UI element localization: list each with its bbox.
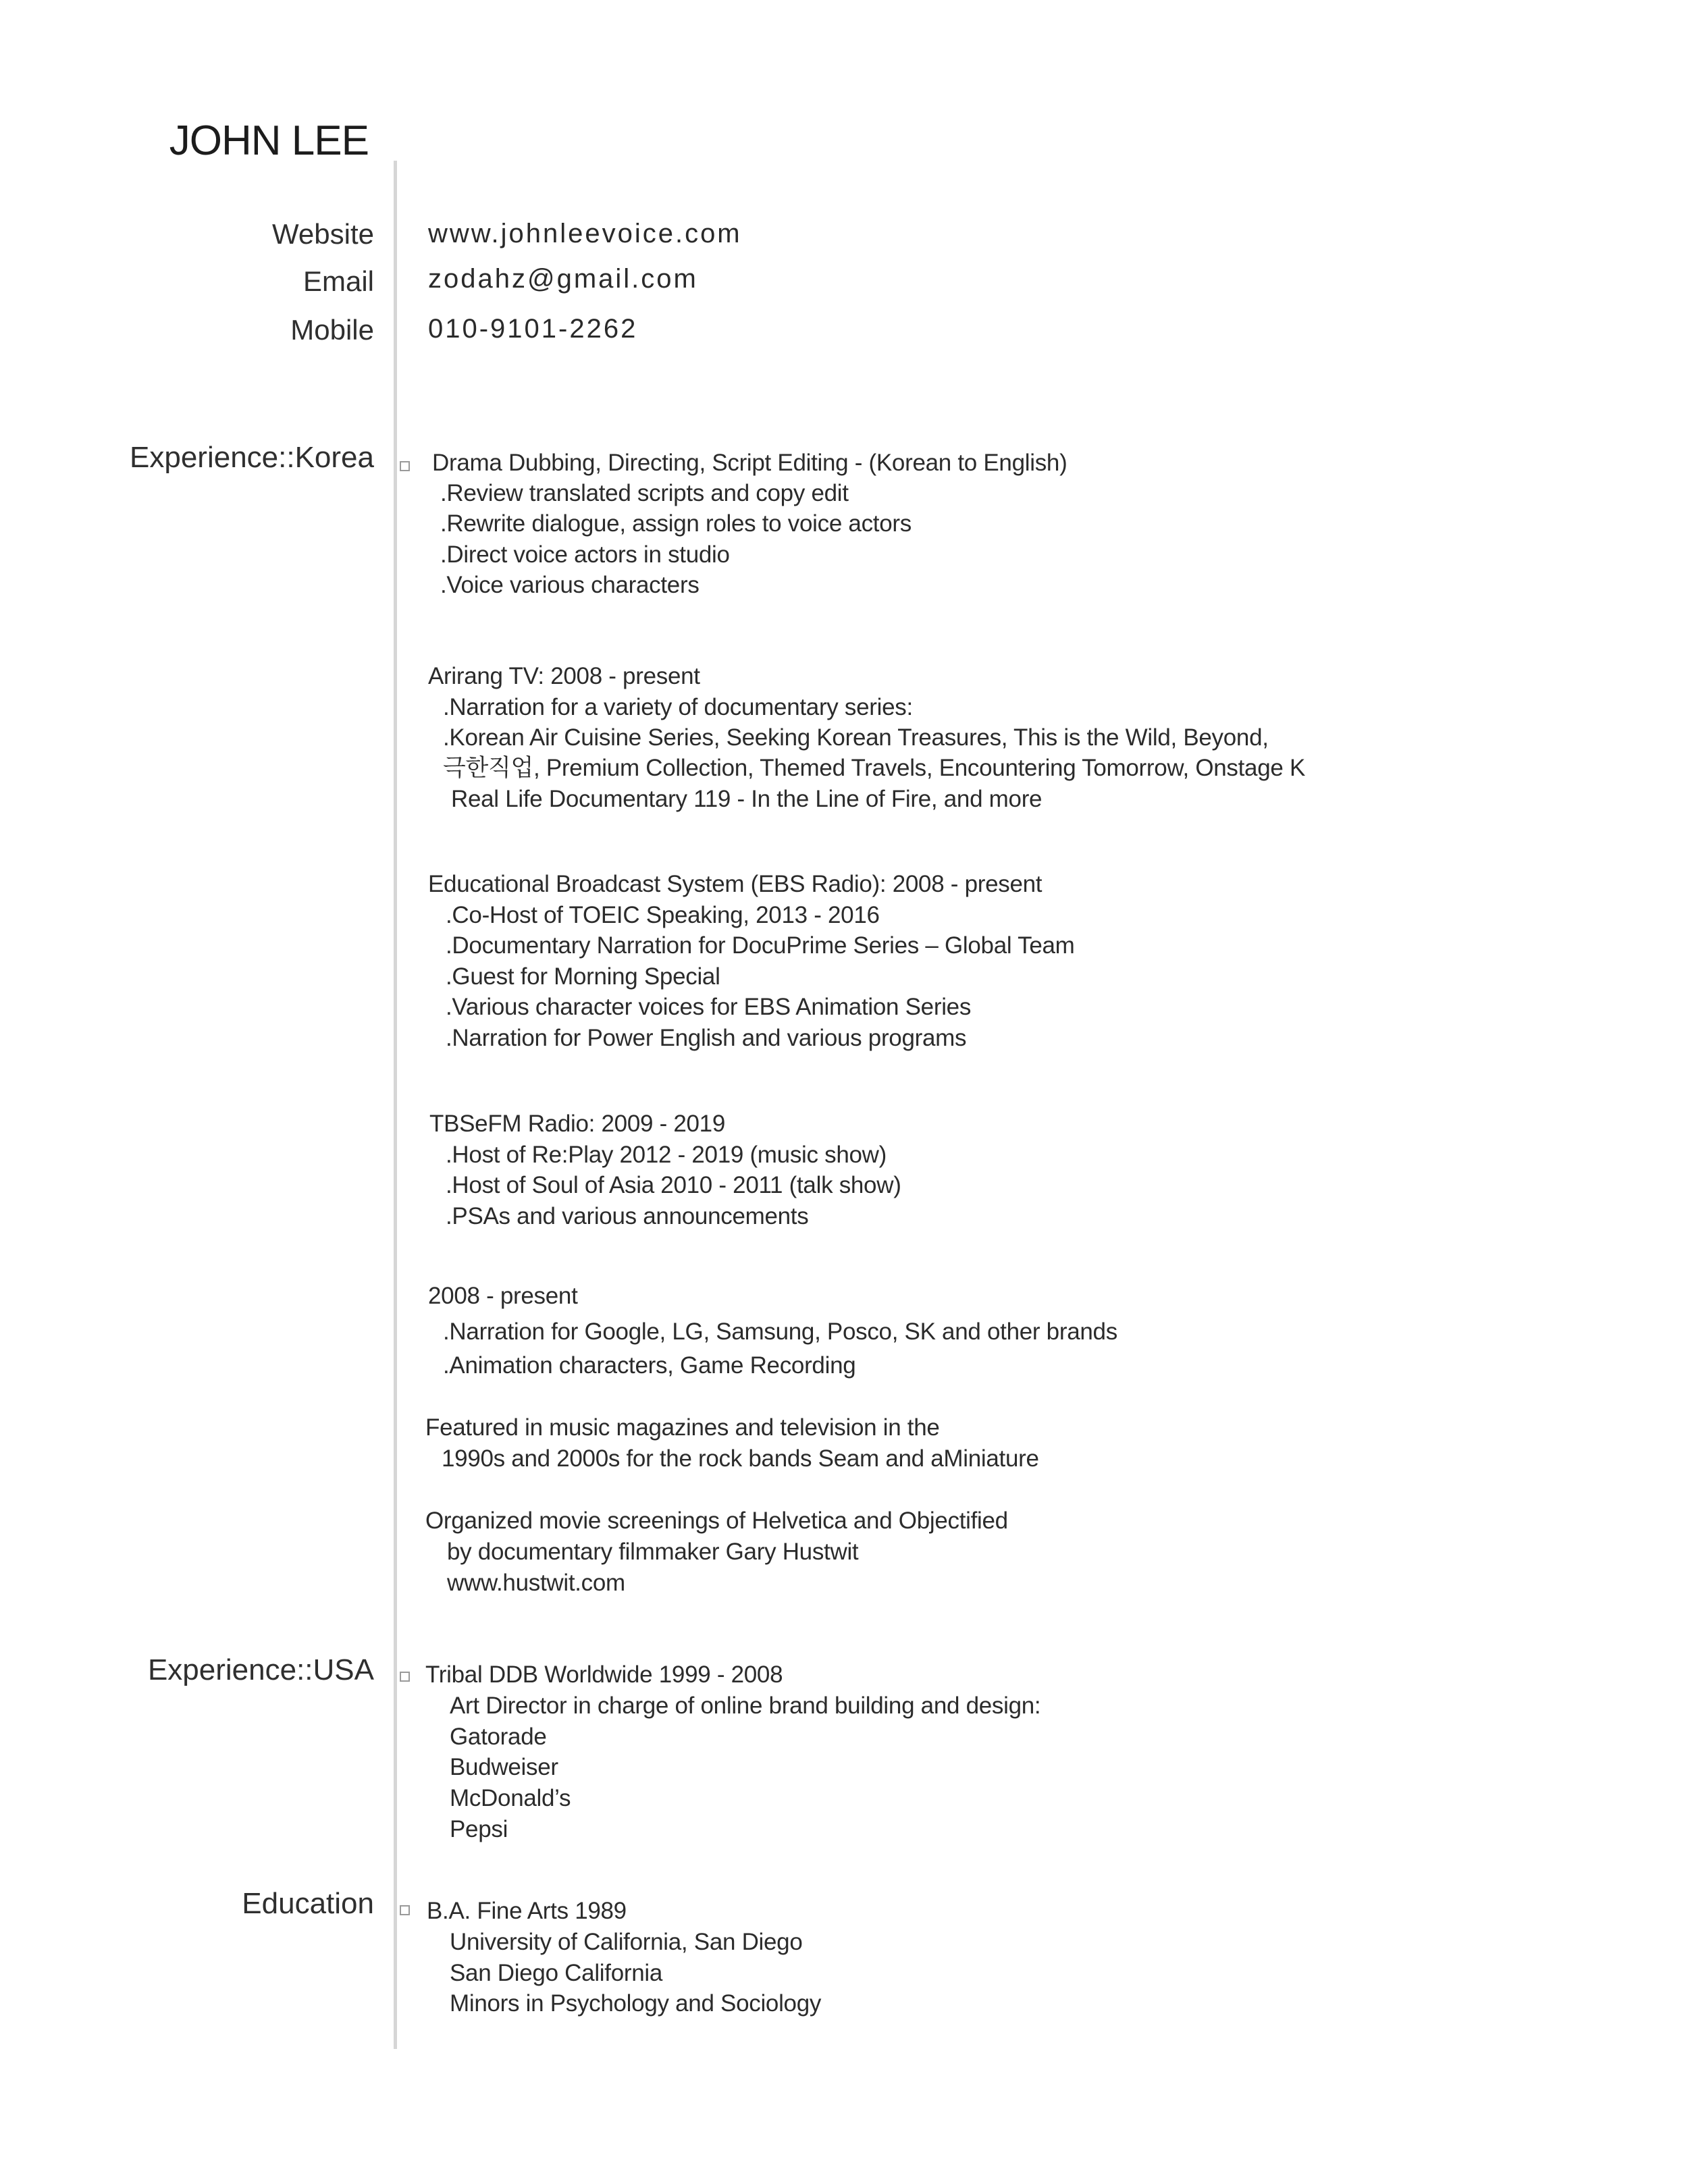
- list-item: .Direct voice actors in studio: [440, 541, 730, 568]
- mobile-label: Mobile: [290, 314, 374, 346]
- entry-title-tbs: TBSeFM Radio: 2009 - 2019: [429, 1111, 726, 1137]
- entry-title-tribal: Tribal DDB Worldwide 1999 - 2008: [425, 1661, 783, 1688]
- entry-title-education: B.A. Fine Arts 1989: [427, 1898, 627, 1924]
- list-item: .Guest for Morning Special: [446, 963, 720, 990]
- bullet-box-icon: [400, 1672, 410, 1682]
- link-hustwit[interactable]: www.hustwit.com: [447, 1570, 625, 1596]
- website-link[interactable]: www.johnleevoice.com: [428, 219, 742, 248]
- list-item: 극한직업, Premium Collection, Themed Travels, Encountering Tomorrow, Onstage K: [443, 755, 1305, 781]
- section-label-usa: Experience::USA: [147, 1653, 374, 1686]
- list-item: .Animation characters, Game Recording: [443, 1352, 856, 1379]
- resume-name: JOHN LEE: [169, 117, 369, 164]
- entry-title-ebs: Educational Broadcast System (EBS Radio): 2008 - present: [428, 871, 1043, 897]
- list-item: McDonald’s: [450, 1785, 571, 1811]
- bullet-box-icon: [400, 461, 410, 471]
- list-item: .Host of Re:Play 2012 - 2019 (music show): [446, 1142, 887, 1168]
- email-label: Email: [302, 265, 374, 297]
- list-item: .Documentary Narration for DocuPrime Series – Global Team: [446, 932, 1075, 959]
- list-item: Minors in Psychology and Sociology: [450, 1990, 822, 2017]
- list-item: Real Life Documentary 119 - In the Line of Fire, and more: [451, 786, 1043, 812]
- list-item: .Various character voices for EBS Animation Series: [446, 994, 972, 1020]
- entry-title-brands: 2008 - present: [428, 1283, 578, 1309]
- list-item: Gatorade: [450, 1724, 547, 1750]
- list-item: University of California, San Diego: [450, 1929, 803, 1955]
- bullet-box-icon: [400, 1905, 410, 1915]
- entry-title-arirang: Arirang TV: 2008 - present: [428, 663, 700, 689]
- list-item: .PSAs and various announcements: [446, 1203, 809, 1229]
- list-item: .Host of Soul of Asia 2010 - 2011 (talk show): [446, 1172, 901, 1198]
- list-item: .Korean Air Cuisine Series, Seeking Korean Treasures, This is the Wild, Beyond,: [443, 724, 1269, 751]
- list-item: .Rewrite dialogue, assign roles to voice actors: [440, 510, 912, 537]
- section-label-korea: Experience::Korea: [130, 441, 374, 474]
- list-item: San Diego California: [450, 1960, 663, 1986]
- list-item: by documentary filmmaker Gary Hustwit: [447, 1539, 859, 1565]
- mobile-number: 010-9101-2262: [428, 314, 638, 344]
- list-item: .Narration for Google, LG, Samsung, Posco, SK and other brands: [443, 1319, 1117, 1345]
- list-item: .Co-Host of TOEIC Speaking, 2013 - 2016: [446, 902, 880, 928]
- list-item: 1990s and 2000s for the rock bands Seam and aMiniature: [442, 1445, 1039, 1472]
- email-link[interactable]: zodahz@gmail.com: [428, 264, 698, 294]
- list-item: .Voice various characters: [440, 572, 700, 598]
- entry-title-screenings: Organized movie screenings of Helvetica and Objectified: [425, 1508, 1008, 1534]
- website-label: Website: [272, 218, 374, 250]
- entry-title-featured: Featured in music magazines and television in the: [425, 1414, 940, 1441]
- list-item: Pepsi: [450, 1816, 508, 1842]
- list-item: .Narration for Power English and various programs: [446, 1025, 967, 1051]
- list-item: Budweiser: [450, 1754, 558, 1780]
- list-item: .Narration for a variety of documentary series:: [443, 694, 913, 720]
- section-label-education: Education: [242, 1887, 374, 1920]
- entry-title-drama: Drama Dubbing, Directing, Script Editing - (Korean to English): [432, 450, 1067, 476]
- list-item: .Review translated scripts and copy edit: [440, 480, 849, 506]
- vertical-divider: [394, 161, 397, 2049]
- list-item: Art Director in charge of online brand building and design:: [450, 1693, 1041, 1719]
